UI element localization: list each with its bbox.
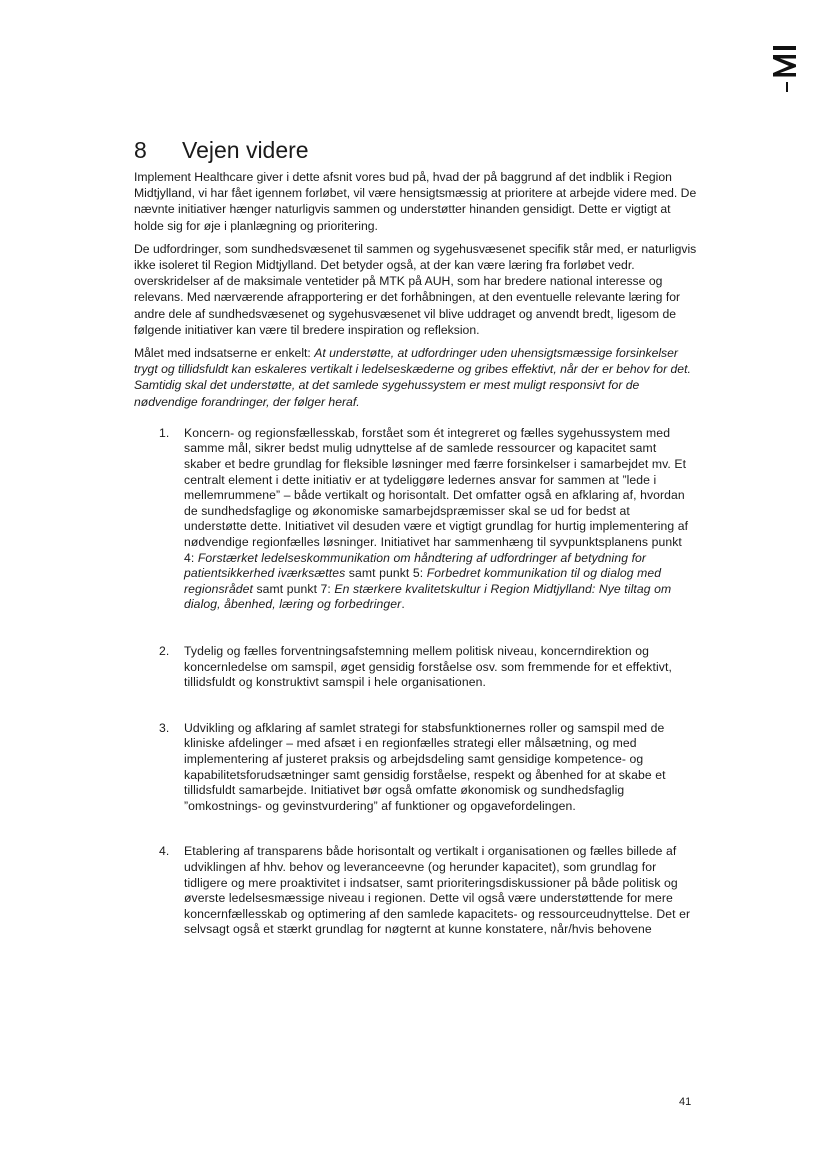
list-item [134,844,694,938]
intro-paragraph: Implement Healthcare giver i dette afsnit vores bud på, hvad der på baggrund af det indblik i Region Midtjylland, vi har fået igennem forløbet, vil være hensigtsmæssig at prioritere at arbejde videre med. De nævnte initiativer hænger naturligvis sammen og understøtter hinanden gensidigt. Dette er vigtigt at holde sig for øje i planlægning og prioritering. [134,170,697,233]
list-item-emphasis: Forbedret kommunikation til og dialog med regionsrådet [184,566,662,596]
list-item-text: samt punkt 5: [345,566,427,581]
list-item-emphasis: En stærkere kvalitetskultur i Region Midtjylland: Nye tiltag om dialog, åbenhed, læring og forbedringer [184,581,672,612]
list-item-text: samt punkt 7: [252,581,335,596]
list-item-number: 1. [159,425,170,440]
goal-paragraph [134,345,699,410]
initiatives-list [134,426,699,938]
list-item-text: Koncern- og regionsfællesskab, forstået som ét integreret og fælles sygehussystem med samme mål, sikrer bedst mulig udnyttelse af de samlede ressourcer og kapacitet samt skaber et bedre grundlag for fleksible løsninger med færre forsinkelser i samarbejdet mv. Et centralt element i dette initiativ er at tydeliggøre ledernes ansvar for sammen at ”lede i mellemrummene” – både vertikalt og horisontalt. Det omfatter også en afklaring af, hvordan de sundhedsfaglige og økonomiske samarbejdspræmisser skal se ud for bedst at understøtte dette. Initiativet vil desuden være et vigtigt grundlag for hurtig implementering af nødvendige regionfælles løsninger. Initiativet har sammenhæng til syvpunktsplanens punkt 4: [184,425,689,565]
list-item-emphasis: Forstærket ledelseskommunikation om håndtering af udfordringer af betydning for patientsikkerhed iværksættes [184,550,647,581]
list-item-number: 4. [159,844,170,859]
list-item-number: 2. [159,643,170,658]
list-item [134,426,694,613]
list-item [134,721,694,815]
list-item-number: 3. [159,720,170,735]
list-item-text: Tydelig og fælles forventningsafstemning mellem politisk niveau, koncerndirektion og koncernledelse om samspil, øget gensidig forståelse osv. som fremmende for et effektivt, tillidsfuldt og konstruktivt samspil i hele organisationen. [184,643,672,690]
section-number: 8 [134,137,147,163]
goal-emphasis: At understøtte, at udfordringer uden uhensigtsmæssige forsinkelser trygt og tillidsfuldt kan eskaleres vertikalt i ledelseskæderne og gribes effektivt, når der er behov for det. Samtidig skal det understøtte, at det samlede sygehussystem er mest muligt responsivt for de nødvendige forandringer, der følger heraf. [134,346,691,409]
body-content [134,169,699,938]
section-title: Vejen videre [182,137,309,163]
list-item-text: . [401,597,405,612]
list-item-text: Udvikling og afklaring af samlet strategi for stabsfunktionernes roller og samspil med de kliniske afdelinger – med afsæt i en regionfælles strategi eller målsætning, og med implementering af justeret praksis og arbejdsdeling samt gensidige kompetence- og kapabilitetsforudsætninger samt gensidig forståelse, respekt og åbenhed for at skabe et tillidsfuldt samarbejde. Initiativet bør også omfatte økonomisk og sundhedsfaglig ”omkostnings- og gevinstvurdering” af funktioner og opgavefordelingen. [184,720,666,813]
implement-logo-mark [772,42,802,92]
list-item [134,644,694,691]
context-paragraph: De udfordringer, som sundhedsvæsenet til sammen og sygehusvæsenet specifik står med, er naturligvis ikke isoleret til Region Midtjylland. Det betyder også, at der kan være læring fra forløbet vedr. overskridelser af de maksimale ventetider på MTK på AUH, som har bredere national interesse og relevans. Med nærværende afrapportering er det forhåbningen, at den eventuelle relevante læring for andre dele af sundhedsvæsenet og sygehusvæsenet vil blive uddraget og anvendt bredt, ligesom de følgende initiativer kan være til bredere inspiration og refleksion. [134,241,697,337]
page-number: 41 [679,1096,692,1108]
implement-logo [772,42,802,92]
goal-intro: Målet med indsatserne er enkelt: [134,346,315,361]
section-heading [134,134,309,166]
list-item-text: Etablering af transparens både horisontalt og vertikalt i organisationen og fælles billede af udviklingen af hhv. behov og leveranceevne (og herunder kapacitet), som grundlag for tidligere og mere proaktivitet i indsatser, samt prioriteringsdiskussioner på både politisk og øverste ledelsesmæssige niveau i regionen. Dette vil også være understøttende for mere koncernfællesskab og optimering af den samlede kapacitets- og ressourceudnyttelse. Det er selvsagt også et stærkt grundlag for nøgternt at kunne konstatere, når/hvis behovene [184,844,691,937]
